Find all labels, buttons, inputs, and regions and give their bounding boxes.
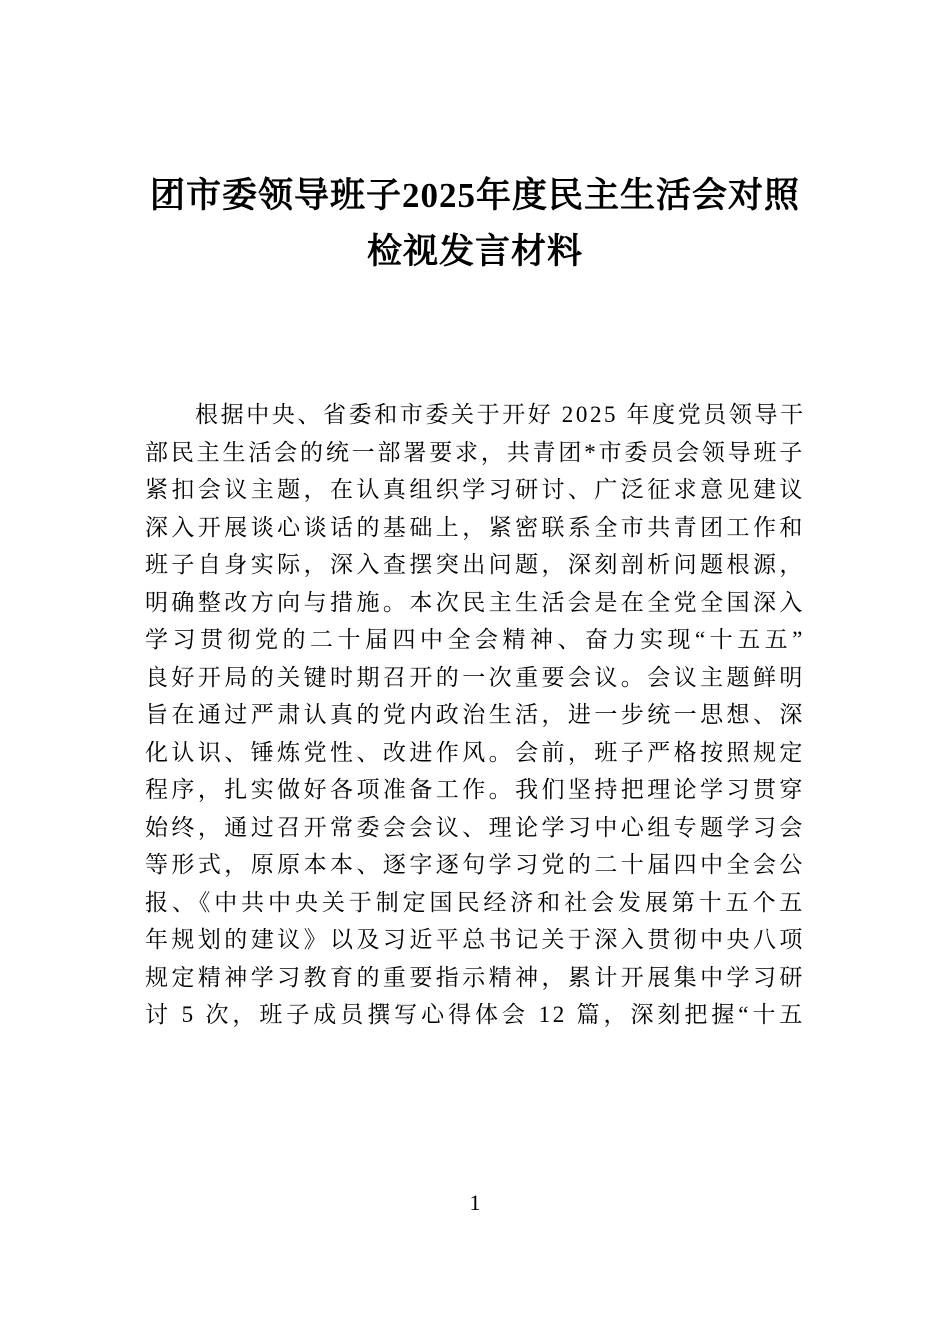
page-number: 1 [469, 1190, 481, 1215]
body-paragraph [145, 396, 805, 1034]
body-line: 学习贯彻党的二十届四中全会精神、奋力实现“十五五” [145, 627, 805, 652]
body-line: 讨 5 次，班子成员撰写心得体会 12 篇，深刻把握“十五 [145, 1002, 805, 1027]
body-line: 明确整改方向与措施。本次民主生活会是在全党全国深入 [145, 589, 805, 615]
body-line: 报、《中共中央关于制定国民经济和社会发展第十五个五 [145, 889, 805, 915]
body-line: 程序，扎实做好各项准备工作。我们坚持把理论学习贯穿 [145, 777, 805, 802]
body-line: 良好开局的关键时期召开的一次重要会议。会议主题鲜明 [145, 664, 805, 690]
body-line: 根据中央、省委和市委关于开好 2025 年度党员领导干 [195, 402, 806, 427]
body-line: 紧扣会议主题，在认真组织学习研讨、广泛征求意见建议 [145, 477, 805, 502]
body-line: 年规划的建议》以及习近平总书记关于深入贯彻中央八项 [145, 927, 805, 952]
body-line: 班子自身实际，深入查摆突出问题，深刻剖析问题根源， [145, 552, 805, 577]
body-line: 始终，通过召开常委会会议、理论学习中心组专题学习会 [145, 814, 805, 840]
body-line: 等形式，原原本本、逐字逐句学习党的二十届四中全会公 [145, 852, 805, 877]
body-line: 部民主生活会的统一部署要求，共青团*市委员会领导班子 [145, 439, 805, 465]
body-line: 规定精神学习教育的重要指示精神，累计开展集中学习研 [145, 964, 805, 990]
title-line-1: 团市委领导班子2025年度民主生活会对照 [149, 176, 800, 215]
body-line: 深入开展谈心谈话的基础上，紧密联系全市共青团工作和 [145, 514, 805, 540]
body-line: 旨在通过严肃认真的党内政治生活，进一步统一思想、深 [145, 702, 805, 727]
document-title [145, 168, 805, 280]
title-line-2: 检视发言材料 [366, 232, 583, 271]
body-line: 化认识、锤炼党性、改进作风。会前，班子严格按照规定 [145, 739, 805, 765]
